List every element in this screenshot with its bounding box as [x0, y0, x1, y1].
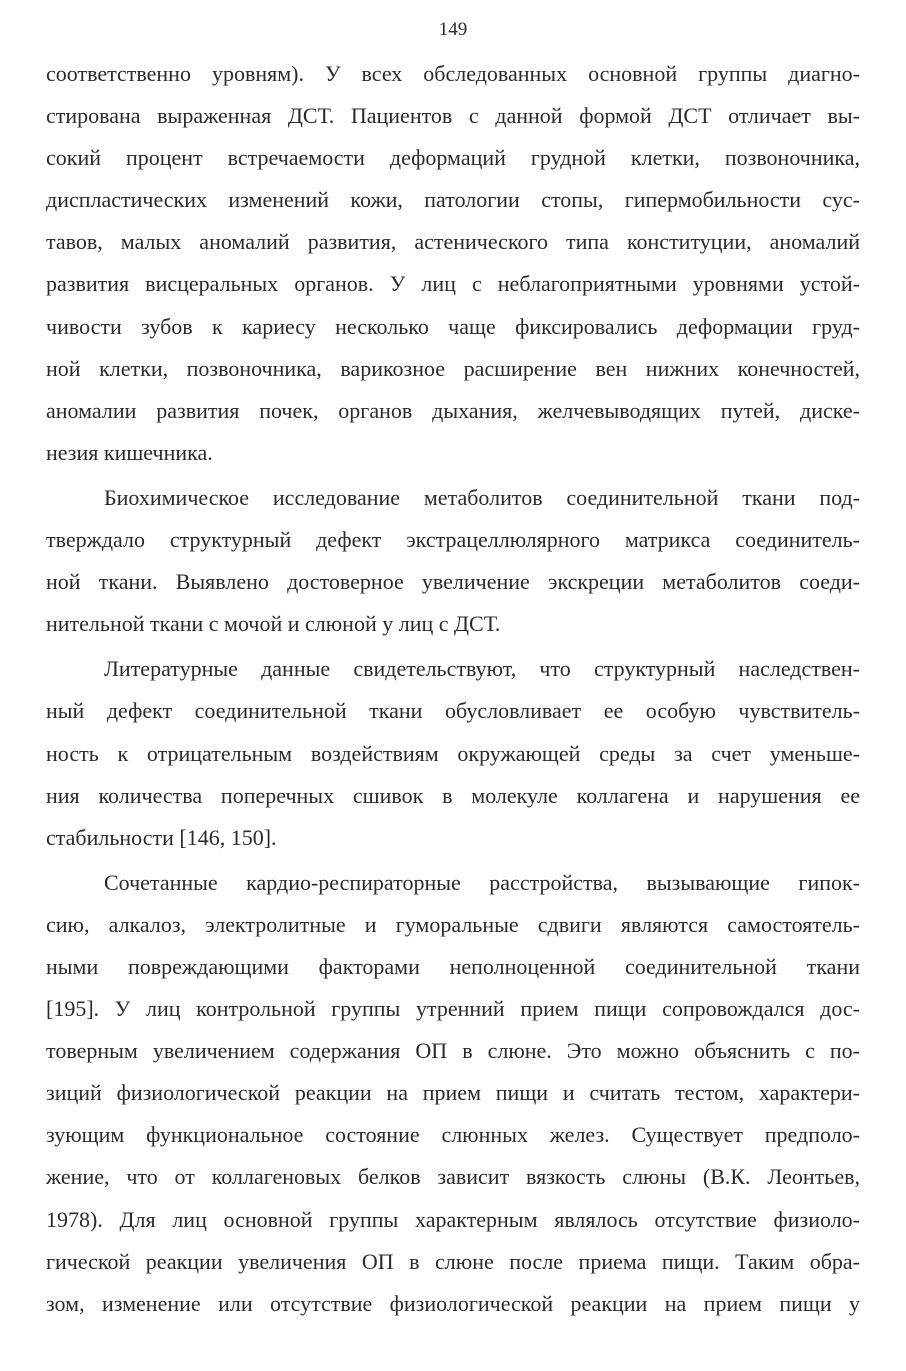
- text-line: ной клетки, позвоночника, варикозное расширение вен нижних конечностей,: [46, 355, 860, 381]
- text-line: ный дефект соединительной ткани обусловливает ее особую чувствитель-: [46, 698, 860, 724]
- text-line: развития висцеральных органов. У лиц с неблагоприятными уровнями устой-: [46, 271, 860, 297]
- text-line: Сочетанные кардио-респираторные расстройства, вызывающие гипок-: [104, 869, 860, 895]
- text-line: товерным увеличением содержания ОП в слюне. Это можно объяснить с по-: [46, 1038, 860, 1064]
- body-text: [46, 53, 860, 1325]
- text-line: жение, что от коллагеновых белков зависит вязкость слюны (В.К. Леонтьев,: [46, 1164, 860, 1190]
- text-line: аномалии развития почек, органов дыхания, желчевыводящих путей, диске-: [46, 397, 860, 423]
- paragraph-2: [46, 477, 860, 645]
- text-line: зиций физиологической реакции на прием пищи и считать тестом, характери-: [46, 1080, 860, 1106]
- text-line: сокий процент встречаемости деформаций грудной клетки, позвоночника,: [46, 145, 860, 171]
- text-line: нительной ткани с мочой и слюной у лиц с ДСТ.: [46, 611, 501, 637]
- text-line: стирована выраженная ДСТ. Пациентов с данной формой ДСТ отличает вы-: [46, 103, 860, 129]
- text-line: ными повреждающими факторами неполноценной соединительной ткани: [46, 953, 860, 979]
- text-line: Литературные данные свидетельствуют, что структурный наследствен-: [104, 656, 860, 682]
- text-line: чивости зубов к кариесу несколько чаще фиксировались деформации груд-: [46, 313, 860, 339]
- text-line: диспластических изменений кожи, патологии стопы, гипермобильности сус-: [46, 187, 860, 213]
- text-line: зом, изменение или отсутствие физиологической реакции на прием пищи у: [46, 1290, 860, 1316]
- text-line: ной ткани. Выявлено достоверное увеличение экскреции метаболитов соеди-: [46, 569, 860, 595]
- text-line: зующим функциональное состояние слюнных желез. Существует предполо-: [46, 1122, 860, 1148]
- paragraph-3: [46, 648, 860, 858]
- paragraph-1: [46, 53, 860, 474]
- text-line: соответственно уровням). У всех обследованных основной группы диагно-: [46, 61, 860, 86]
- text-line: ния количества поперечных сшивок в молекуле коллагена и нарушения ее: [46, 782, 860, 808]
- text-line: незия кишечника.: [46, 439, 213, 465]
- text-line: сию, алкалоз, электролитные и гуморальные сдвиги являются самостоятель-: [46, 911, 860, 937]
- text-line: [195]. У лиц контрольной группы утренний прием пищи сопровождался дос-: [46, 996, 860, 1022]
- page-number: 149: [438, 19, 468, 40]
- text-line: гической реакции увеличения ОП в слюне после приема пищи. Таким обра-: [46, 1248, 860, 1274]
- paragraph-4: [46, 862, 860, 1325]
- text-line: 1978). Для лиц основной группы характерным являлось отсутствие физиоло-: [46, 1206, 860, 1232]
- text-line: тверждало структурный дефект экстрацеллюлярного матрикса соединитель-: [46, 527, 860, 553]
- text-line: стабильности [146, 150].: [46, 824, 277, 850]
- text-line: тавов, малых аномалий развития, астенического типа конституции, аномалий: [46, 229, 860, 255]
- text-line: Биохимическое исследование метаболитов соединительной ткани под-: [104, 484, 860, 510]
- text-line: ность к отрицательным воздействиям окружающей среды за счет уменьше-: [46, 740, 860, 766]
